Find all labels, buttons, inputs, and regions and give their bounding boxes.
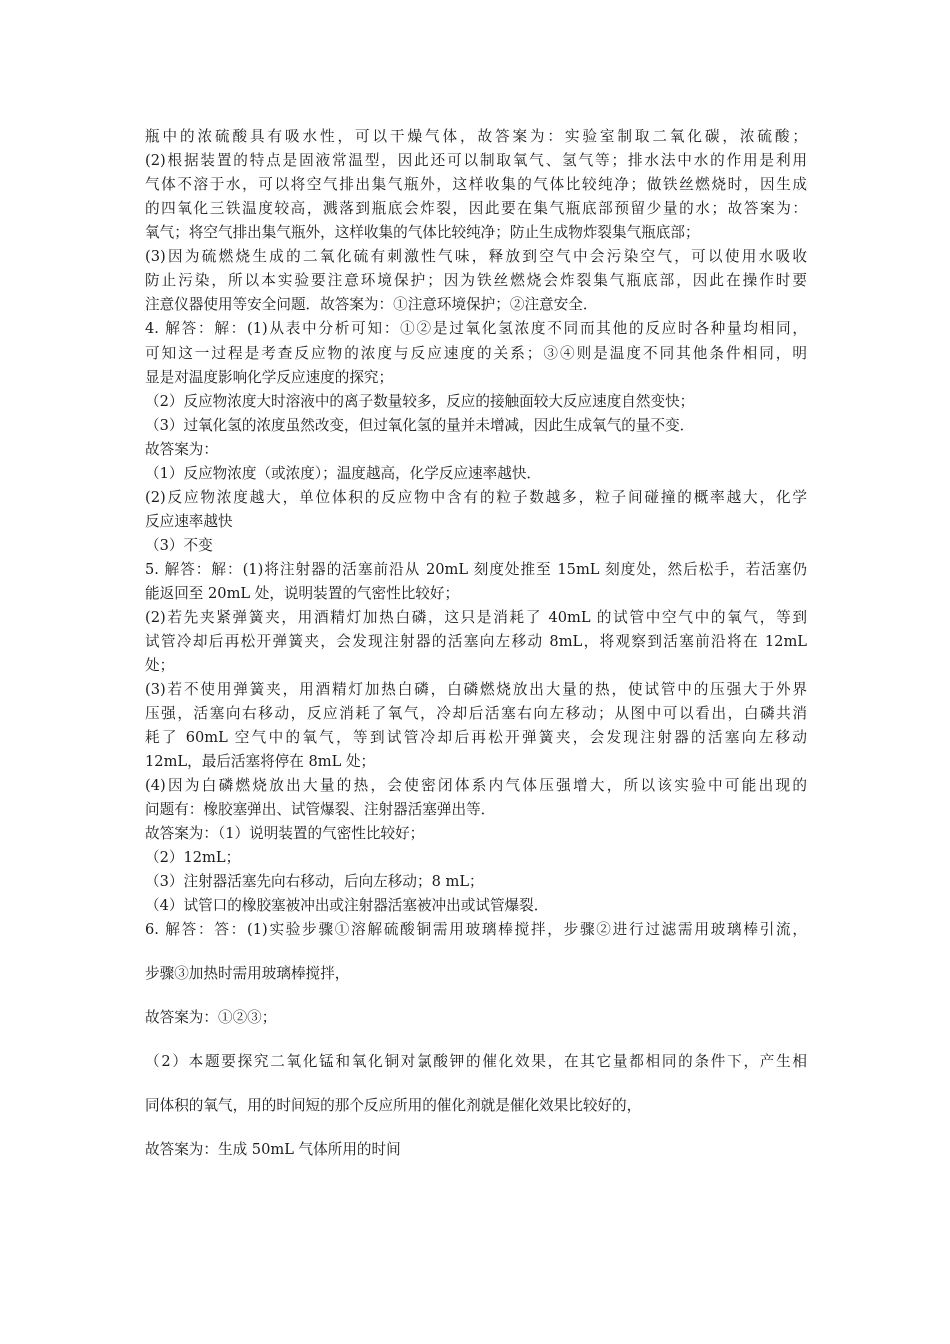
text-line: 5. 解答：解：(1)将注射器的活塞前沿从 20mL 刻度处推至 15mL 刻度处，然后松手，若活塞仍 bbox=[145, 561, 807, 578]
text-line: (2)反应物浓度越大，单位体积的反应物中含有的粒子数越多，粒子间碰撞的概率越大，化学 bbox=[145, 489, 807, 506]
text-line: 可知这一过程是考查反应物的浓度与反应速度的关系；③④则是温度不同其他条件相同，明 bbox=[145, 345, 807, 362]
text-line: 步骤③加热时需用玻璃棒搅拌， bbox=[145, 965, 350, 982]
text-line: （1）反应物浓度（或浓度）；温度越高，化学反应速率越快． bbox=[145, 465, 542, 482]
text-line: (4)因为白磷燃烧放出大量的热，会使密闭体系内气体压强增大，所以该实验中可能出现的 bbox=[145, 777, 807, 794]
text-line: 瓶中的浓硫酸具有吸水性，可以干燥气体，故答案为：实验室制取二氧化碳，浓硫酸； bbox=[145, 128, 807, 145]
text-line: （2）本题要探究二氧化锰和氧化铜对氯酸钾的催化效果，在其它量都相同的条件下，产生相 bbox=[145, 1053, 807, 1070]
text-line: （3）注射器活塞先向右移动，后向左移动；8 mL； bbox=[145, 873, 484, 890]
text-line: 同体积的氧气，用的时间短的那个反应所用的催化剂就是催化效果比较好的， bbox=[145, 1097, 642, 1114]
text-line: 问题有：橡胶塞弹出、试管爆裂、注射器活塞弹出等． bbox=[145, 801, 496, 818]
text-line: 反应速率越快 bbox=[145, 513, 233, 530]
text-line: 4. 解答：解：(1)从表中分析可知：①②是过氧化氢浓度不同而其他的反应时各种量均相同， bbox=[145, 320, 807, 337]
text-line: 的四氧化三铁温度较高，溅落到瓶底会炸裂，因此要在集气瓶底部预留少量的水；故答案为： bbox=[145, 200, 807, 217]
text-line: （2）反应物浓度大时溶液中的离子数量较多，反应的接触面较大反应速度自然变快； bbox=[145, 393, 695, 410]
text-line: (3)若不使用弹簧夹，用酒精灯加热白磷，白磷燃烧放出大量的热，使试管中的压强大于外界 bbox=[145, 681, 807, 698]
text-line: 防止污染，所以本实验要注意环境保护；因为铁丝燃烧会炸裂集气瓶底部，因此在操作时要 bbox=[145, 272, 807, 289]
text-line: (2)根据装置的特点是固液常温型，因此还可以制取氧气、氢气等；排水法中水的作用是利用 bbox=[145, 152, 807, 169]
text-line: （2）12mL； bbox=[145, 849, 241, 866]
text-line: 故答案为： bbox=[145, 441, 218, 458]
text-line: 试管冷却后再松开弹簧夹，会发现注射器的活塞向左移动 8mL，将观察到活塞前沿将在 12mL bbox=[145, 633, 807, 650]
text-line: 气体不溶于水，可以将空气排出集气瓶外，这样收集的气体比较纯净；做铁丝燃烧时，因生成 bbox=[145, 176, 807, 193]
text-line: 处； bbox=[145, 657, 175, 674]
text-line: 故答案为：①②③； bbox=[145, 1009, 277, 1026]
text-line: 注意仪器使用等安全问题．故答案为：①注意环境保护；②注意安全． bbox=[145, 296, 598, 313]
text-line: 耗了 60mL 空气中的氧气，等到试管冷却后再松开弹簧夹，会发现注射器的活塞向左移动 bbox=[145, 729, 807, 746]
text-line: （4）试管口的橡胶塞被冲出或注射器活塞被冲出或试管爆裂． bbox=[145, 897, 549, 914]
text-line: 氧气；将空气排出集气瓶外，这样收集的气体比较纯净；防止生成物炸裂集气瓶底部； bbox=[145, 224, 700, 241]
text-line: (2)若先夹紧弹簧夹，用酒精灯加热白磷，这只是消耗了 40mL 的试管中空气中的氧气，等到 bbox=[145, 609, 807, 626]
text-line: 能返回至 20mL 处，说明装置的气密性比较好； bbox=[145, 585, 460, 602]
text-line: （3）过氧化氢的浓度虽然改变，但过氧化氢的量并未增减，因此生成氧气的量不变． bbox=[145, 417, 695, 434]
text-line: 6. 解答：答：(1)实验步骤①溶解硫酸铜需用玻璃棒搅拌，步骤②进行过滤需用玻璃棒引流， bbox=[145, 921, 807, 938]
text-line: （3）不变 bbox=[145, 537, 213, 554]
text-line: 压强，活塞向右移动，反应消耗了氧气，冷却后活塞右向左移动；从图中可以看出，白磷共消 bbox=[145, 705, 807, 722]
text-line: (3)因为硫燃烧生成的二氧化硫有刺激性气味，释放到空气中会污染空气，可以使用水吸收 bbox=[145, 248, 807, 265]
text-line: 故答案为：生成 50mL 气体所用的时间 bbox=[145, 1141, 401, 1158]
text-line: 12mL，最后活塞将停在 8mL 处； bbox=[145, 753, 376, 770]
text-line: 显是对温度影响化学反应速度的探究； bbox=[145, 369, 394, 386]
text-line: 故答案为：（1）说明装置的气密性比较好； bbox=[145, 825, 425, 842]
